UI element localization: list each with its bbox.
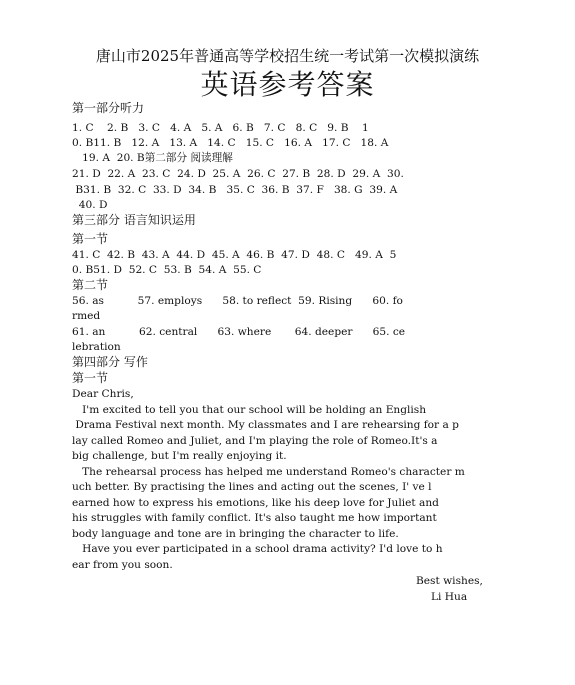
text-line: ear from you soon. <box>72 559 173 571</box>
text-line: 1. C 2. B 3. C 4. A 5. A 6. B 7. C 8. C 9. B 1 <box>72 122 369 134</box>
section-heading: 第四部分 写作 <box>72 355 148 369</box>
text-line: 41. C 42. B 43. A 44. D 45. A 46. B 47. D 48. C 49. A 5 <box>72 249 397 261</box>
section-heading: 第三部分 语言知识运用 <box>72 213 196 227</box>
section-heading: 第二节 <box>72 278 109 292</box>
text-line: uch better. By practising the lines and acting out the scenes, I' ve l <box>72 481 432 493</box>
text-line: lebration <box>72 341 121 353</box>
text-line: 0. B51. D 52. C 53. B 54. A 55. C <box>72 264 262 276</box>
text-line: Dear Chris, <box>72 388 134 400</box>
text-line: 61. an 62. central 63. where 64. deeper 65. ce <box>72 326 406 338</box>
text-line: Have you ever participated in a school drama activity? I'd love to h <box>72 543 443 555</box>
text-line: rmed <box>72 310 101 322</box>
document-title: 英语参考答案 <box>200 68 375 101</box>
text-line: his struggles with family conflict. It's also taught me how important <box>72 512 437 524</box>
text-line: 40. D <box>72 199 108 211</box>
text-line: lay called Romeo and Juliet, and I'm playing the role of Romeo.It's a <box>72 435 438 447</box>
section-heading: 第一节 <box>72 232 109 246</box>
text-line: big challenge, but I'm really enjoying it. <box>72 450 287 462</box>
signature-name: Li Hua <box>431 591 468 603</box>
section-heading: 第一节 <box>72 371 109 385</box>
text-line: 21. D 22. A 23. C 24. D 25. A 26. C 27. B 28. D 29. A 30. <box>72 168 404 180</box>
text-line: The rehearsal process has helped me understand Romeo's character m <box>72 466 465 478</box>
text-line: 56. as 57. employs 58. to reflect 59. Rising 60. fo <box>72 295 403 307</box>
section-heading: 第一部分听力 <box>72 101 145 115</box>
text-line: body language and tone are in bringing the character to life. <box>72 528 399 540</box>
closing-wishes: Best wishes, <box>416 575 483 587</box>
text-line: I'm excited to tell you that our school will be holding an English <box>72 404 427 416</box>
text-line: earned how to express his emotions, like his deep love for Juliet and <box>72 497 439 509</box>
text-line: 19. A 20. B第二部分 阅读理解 <box>72 152 233 164</box>
text-line: B31. B 32. C 33. D 34. B 35. C 36. B 37. F 38. G 39. A <box>72 184 398 196</box>
text-line: 0. B11. B 12. A 13. A 14. C 15. C 16. A 17. C 18. A <box>72 137 389 149</box>
text-line: Drama Festival next month. My classmates and I are rehearsing for a p <box>72 419 459 431</box>
exam-title: 唐山市2025年普通高等学校招生统一考试第一次模拟演练 <box>95 47 480 65</box>
